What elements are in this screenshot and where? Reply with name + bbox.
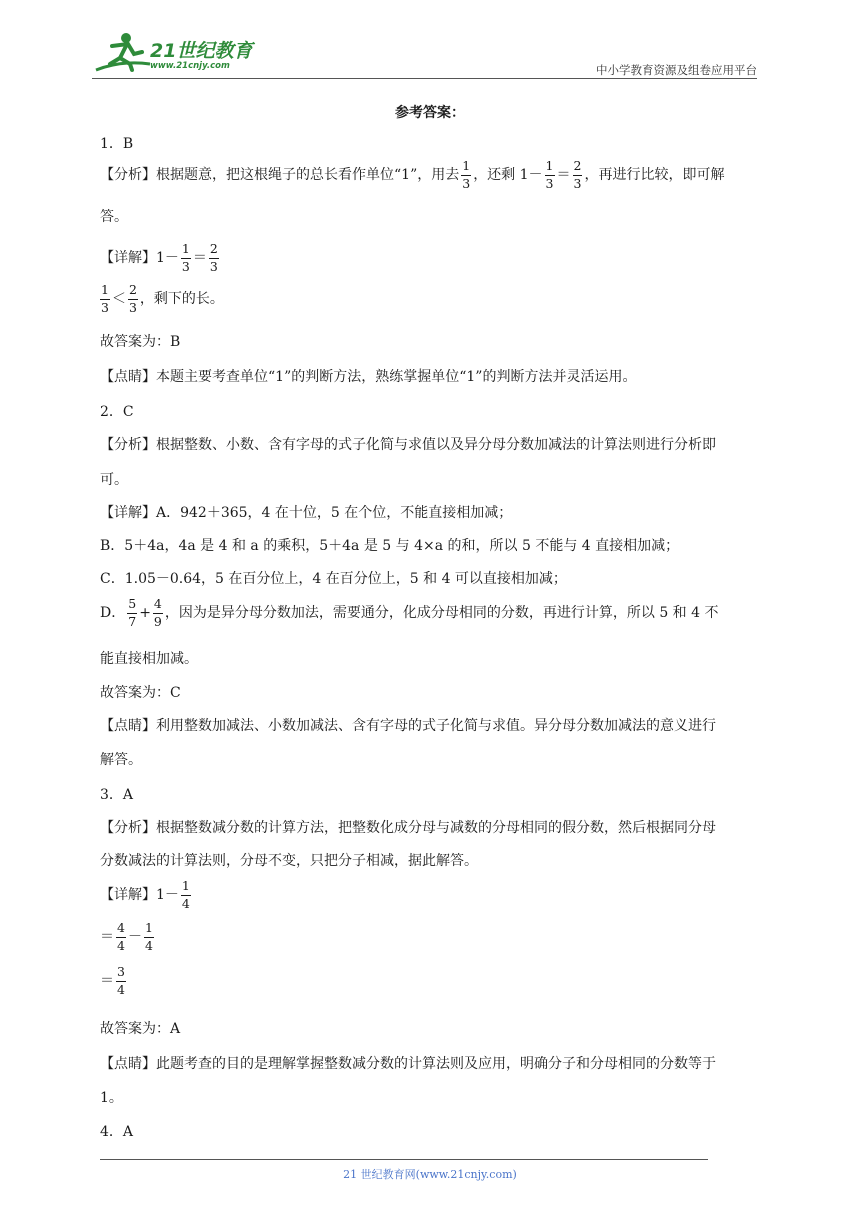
q2-detail-a: 【详解】A．942＋365，4 在十位，5 在个位，不能直接相加减； [100,505,513,521]
q3-detail: 【详解】1－ $\frac{1}{4}$ [100,878,190,911]
fraction: $\frac{1}{3}$ [462,158,471,191]
q4-answer: 4．A [100,1124,134,1140]
q1-compare: $\frac{1}{3}$ ＜ $\frac{2}{3}$ ，剩下的长。 [101,282,224,315]
q3-comment: 【点睛】此题考查的目的是理解掌握整数减分数的计算法则及应用，明确分子和分母相同的分数等于 [100,1056,716,1072]
q1-comment: 【点睛】本题主要考查单位“1”的判断方法，熟练掌握单位“1”的判断方法并灵活运用。 [100,369,637,385]
q2-detail-b: B．5＋4a，4a 是 4 和 a 的乘积，5＋4a 是 5 与 4×a 的和，所以 5 不能与 4 直接相加减； [100,538,680,554]
fraction: $\frac{1}{4}$ [181,878,190,911]
q2-detail-d: D． $\frac{5}{7}$ + $\frac{4}{9}$ ，因为是异分母分数加法，需要通分，化成分母相同的分数，再进行计算，所以 5 和 4 不 [100,596,719,629]
fraction: $\frac{4}{4}$ [117,920,125,953]
fraction: $\frac{4}{9}$ [153,596,162,629]
fraction: $\frac{3}{4}$ [117,964,125,997]
runner-logo-icon [92,30,152,76]
q1-detail: 【详解】1－ $\frac{1}{3}$ ＝ $\frac{2}{3}$ [100,241,218,274]
page-header [92,30,757,82]
q3-comment-cont: 1。 [100,1090,123,1106]
q3-analysis: 【分析】根据整数减分数的计算方法，把整数化成分母与减数的分母相同的假分数，然后根据同分母 [100,820,716,836]
fraction: $\frac{1}{3}$ [101,282,109,315]
q2-conclusion: 故答案为：C [100,685,181,701]
fraction: $\frac{2}{3}$ [573,158,582,191]
q1-conclusion: 故答案为：B [100,334,181,350]
fraction: $\frac{1}{3}$ [181,241,190,274]
q2-comment-cont: 解答。 [100,752,142,768]
q2-detail-d-cont: 能直接相加减。 [100,651,198,667]
footer-rule [100,1159,708,1160]
fraction: $\frac{2}{3}$ [209,241,218,274]
platform-name: 中小学教育资源及组卷应用平台 [596,63,757,77]
q1-analysis-cont: 答。 [100,209,128,225]
header-rule [92,78,757,79]
q3-step1: ＝ $\frac{4}{4}$ － $\frac{1}{4}$ [100,920,153,953]
page-title: 参考答案： [395,105,465,121]
q2-analysis: 【分析】根据整数、小数、含有字母的式子化简与求值以及异分母分数加减法的计算法则进行分析即 [100,437,716,453]
fraction: $\frac{1}{4}$ [144,920,153,953]
q3-step2: ＝ $\frac{3}{4}$ [100,964,125,997]
q2-analysis-cont: 可。 [100,472,128,488]
logo [92,30,262,76]
q3-analysis-cont: 分数减法的计算法则，分母不变，只把分子相减，据此解答。 [100,853,478,869]
logo-url: www.21cnjy.com [150,61,230,71]
q1-answer: 1．B [100,136,134,152]
logo-text: 21世纪教育 [150,40,253,62]
fraction: $\frac{1}{3}$ [545,158,554,191]
fraction: $\frac{2}{3}$ [128,282,137,315]
q3-answer: 3．A [100,787,134,803]
q3-conclusion: 故答案为：A [100,1021,181,1037]
q2-detail-c: C．1.05－0.64，5 在百分位上，4 在百分位上，5 和 4 可以直接相加减； [100,571,567,587]
q2-comment: 【点睛】利用整数加减法、小数加减法、含有字母的式子化简与求值。异分母分数加减法的意义进行 [100,718,716,734]
q2-answer: 2．C [100,404,134,420]
footer-link[interactable]: 21 世纪教育网(www.21cnjy.com) [343,1168,517,1181]
fraction: $\frac{5}{7}$ [128,596,137,629]
q1-analysis: 【分析】根据题意，把这根绳子的总长看作单位“1”，用去 $\frac{1}{3}$ ，还剩 1－ $\frac{1}{3}$ ＝ $\frac{2}{3}$ ，再进行比较，即可解 [100,158,725,191]
